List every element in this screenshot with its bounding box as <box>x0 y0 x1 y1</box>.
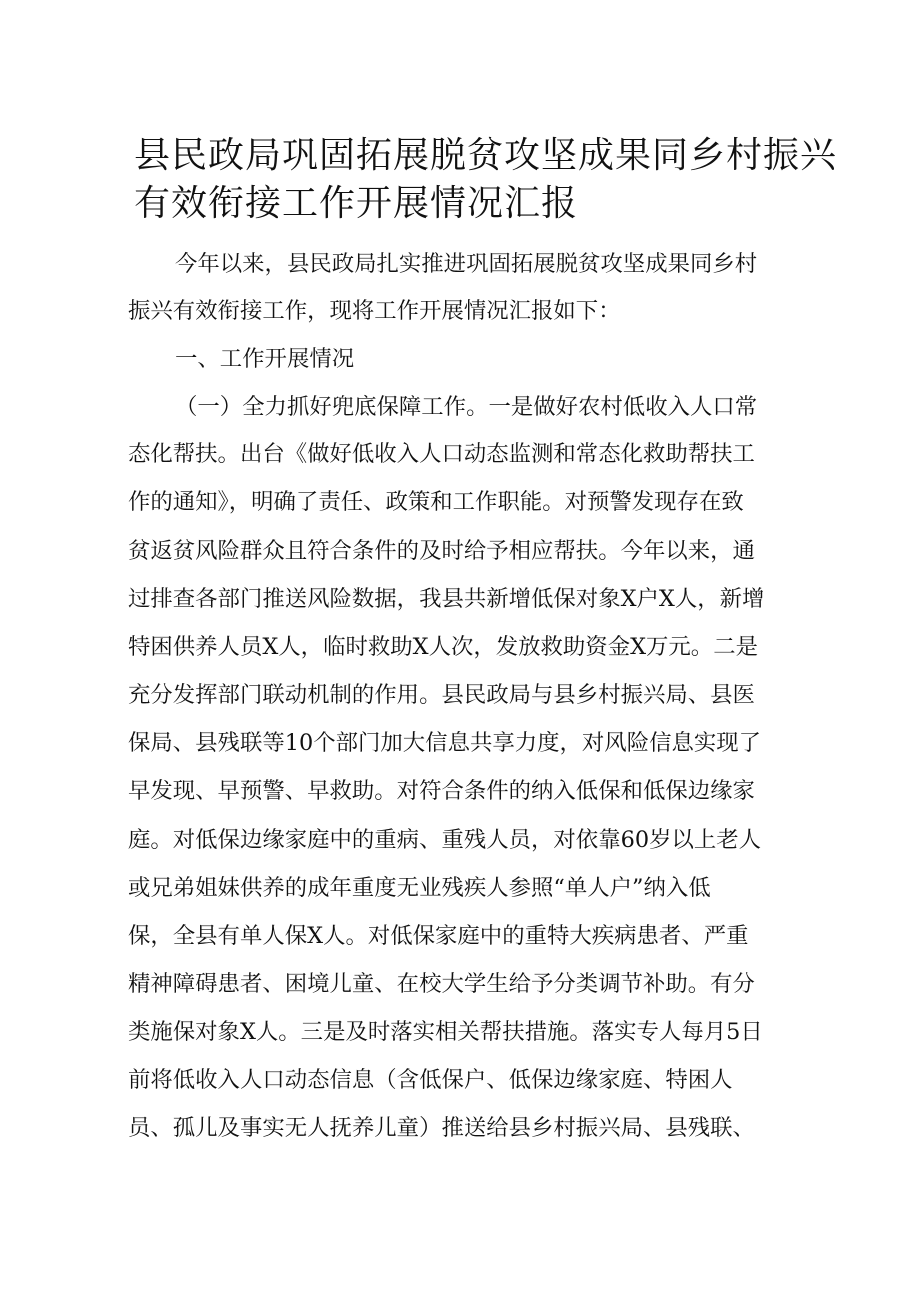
body-line: 态化帮扶。出台《做好低收入人口动态监测和常态化救助帮扶工 <box>128 441 755 467</box>
body-line: （一）全力抓好兜底保障工作。一是做好农村低收入人口常 <box>175 394 758 420</box>
body-line: 类施保对象X人。三是及时落实相关帮扶措施。落实专人每月5日 <box>128 1019 763 1045</box>
body-line: 前将低收入人口动态信息（含低保户、低保边缘家庭、特困人 <box>128 1067 733 1093</box>
body-line: 或兄弟姐妹供养的成年重度无业残疾人参照“单人户”纳入低 <box>128 875 711 901</box>
title-line-1: 县民政局巩固拓展脱贫攻坚成果同乡村振兴 <box>134 135 838 176</box>
body-line: 充分发挥部门联动机制的作用。县民政局与县乡村振兴局、县医 <box>128 682 755 708</box>
body-line: 保，全县有单人保X人。对低保家庭中的重特大疾病患者、严重 <box>128 923 749 949</box>
body-line: 员、孤儿及事实无人抚养儿童）推送给县乡村振兴局、县残联、 <box>128 1115 755 1141</box>
intro-line-1: 今年以来，县民政局扎实推进巩固拓展脱贫攻坚成果同乡村 <box>175 251 758 277</box>
body-line: 早发现、早预警、早救助。对符合条件的纳入低保和低保边缘家 <box>128 778 755 804</box>
body-line: 过排查各部门推送风险数据，我县共新增低保对象X户X人，新增 <box>128 586 765 612</box>
body-line: 贫返贫风险群众且符合条件的及时给予相应帮扶。今年以来，通 <box>128 538 755 564</box>
section-heading: 一、工作开展情况 <box>175 346 355 372</box>
body-line: 保局、县残联等10个部门加大信息共享力度，对风险信息实现了 <box>128 730 762 756</box>
title-line-2: 有效衔接工作开展情况汇报 <box>134 183 579 224</box>
intro-line-2: 振兴有效衔接工作，现将工作开展情况汇报如下： <box>128 298 621 324</box>
document-title <box>134 132 838 228</box>
body-line: 作的通知》，明确了责任、政策和工作职能。对预警发现存在致 <box>128 489 744 515</box>
body-line: 庭。对低保边缘家庭中的重病、重残人员，对依靠60岁以上老人 <box>128 827 762 853</box>
body-line: 特困供养人员X人，临时救助X人次，发放救助资金X万元。二是 <box>128 634 758 660</box>
body-line: 精神障碍患者、困境儿童、在校大学生给予分类调节补助。有分 <box>128 971 755 997</box>
